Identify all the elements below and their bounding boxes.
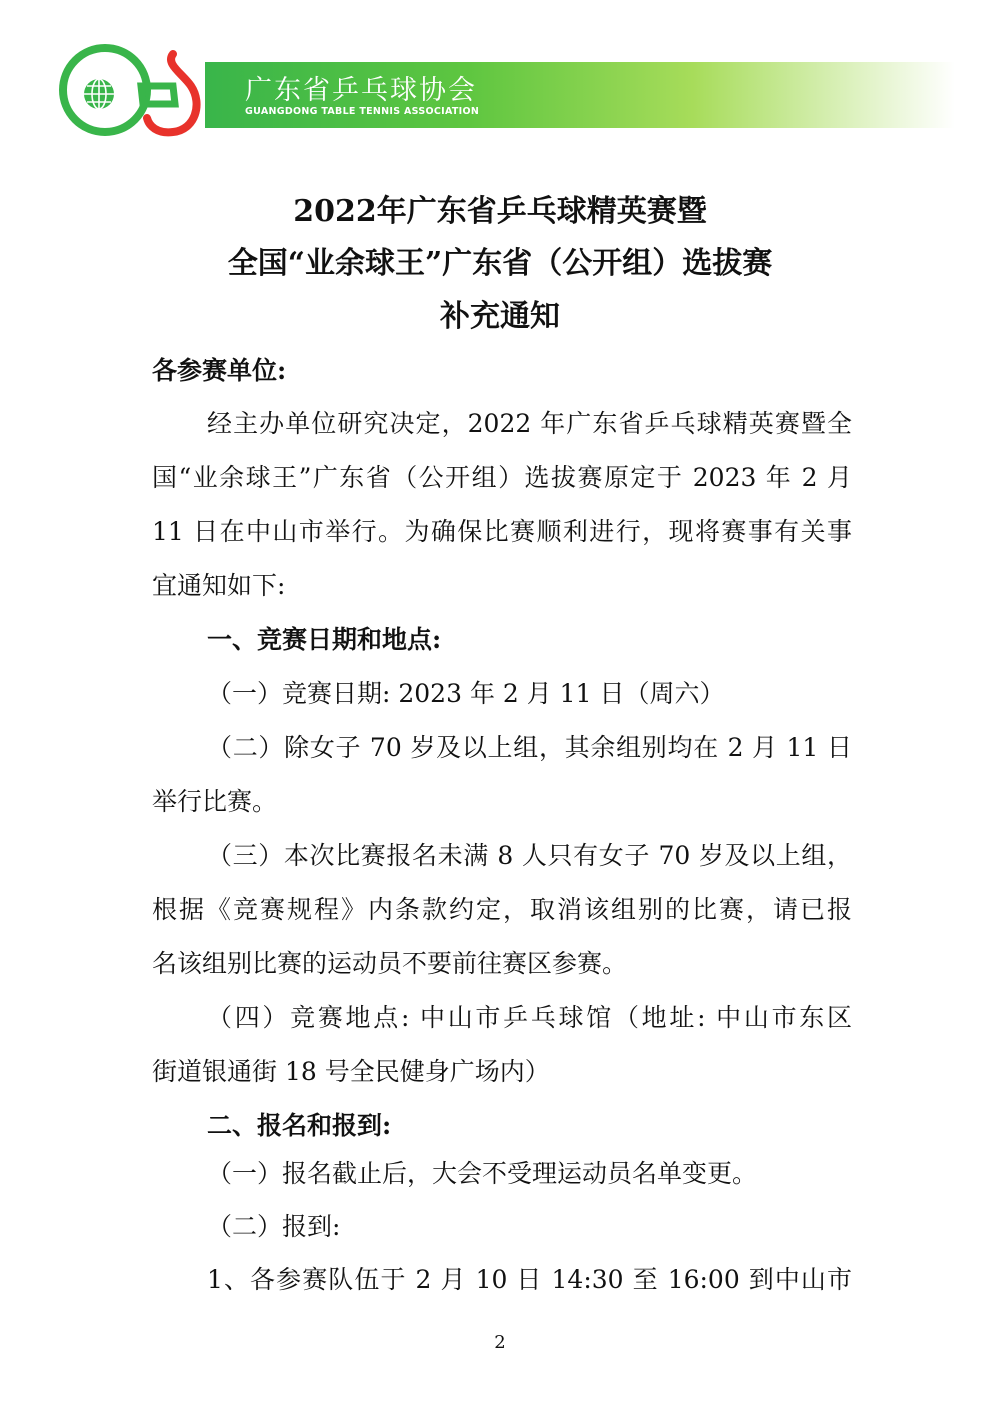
section2-item1: （一）报名截止后，大会不受理运动员名单变更。: [207, 1159, 758, 1188]
section1-item3-line: 名该组别比赛的运动员不要前往赛区参赛。: [152, 949, 628, 978]
document-title-line-3: 补充通知: [440, 299, 560, 334]
section1-item2-line: （二）除女子 70 岁及以上组，其余组别均在 2 月 11 日: [207, 733, 852, 762]
intro-line: 经主办单位研究决定，2022 年广东省乒乓球精英赛暨全: [207, 409, 852, 438]
section2-item2: （二）报到:: [207, 1212, 341, 1241]
org-name-en: GUANGDONG TABLE TENNIS ASSOCIATION: [245, 106, 480, 117]
table-tennis-paddle-globe-logo-icon: [55, 42, 215, 142]
page-number: 2: [494, 1332, 506, 1353]
section1-item3-line: （三）本次比赛报名未满 8 人只有女子 70 岁及以上组，: [207, 841, 852, 870]
section-heading-2: 二、报名和报到:: [207, 1111, 392, 1140]
section1-item3-line: 根据《竞赛规程》内条款约定，取消该组别的比赛，请已报: [152, 895, 852, 924]
intro-line: 国“业余球王”广东省（公开组）选拔赛原定于 2023 年 2 月: [152, 463, 852, 492]
letterhead: [0, 0, 1000, 150]
section2-sub1: 1、各参赛队伍于 2 月 10 日 14:30 至 16:00 到中山市: [207, 1265, 852, 1294]
intro-line: 11 日在中山市举行。为确保比赛顺利进行，现将赛事有关事: [152, 517, 852, 546]
header-banner: [205, 62, 955, 128]
section-heading-1: 一、竞赛日期和地点:: [207, 625, 442, 654]
section1-item4-line: （四）竞赛地点: 中山市乒乓球馆（地址: 中山市东区: [207, 1003, 852, 1032]
document-title-line-2: 全国“业余球王”广东省（公开组）选拔赛: [227, 246, 773, 281]
section1-item1: （一）竞赛日期: 2023 年 2 月 11 日（周六）: [207, 679, 725, 708]
document-title-line-1: 2022年广东省乒乓球精英赛暨: [293, 194, 707, 229]
section1-item4-line: 街道银通街 18 号全民健身广场内）: [152, 1057, 550, 1086]
section1-item2-line: 举行比赛。: [152, 787, 278, 816]
salutation: 各参赛单位:: [152, 356, 287, 385]
org-name-cn: 广东省乒乓球协会: [245, 75, 477, 106]
intro-line: 宜通知如下:: [152, 571, 286, 600]
